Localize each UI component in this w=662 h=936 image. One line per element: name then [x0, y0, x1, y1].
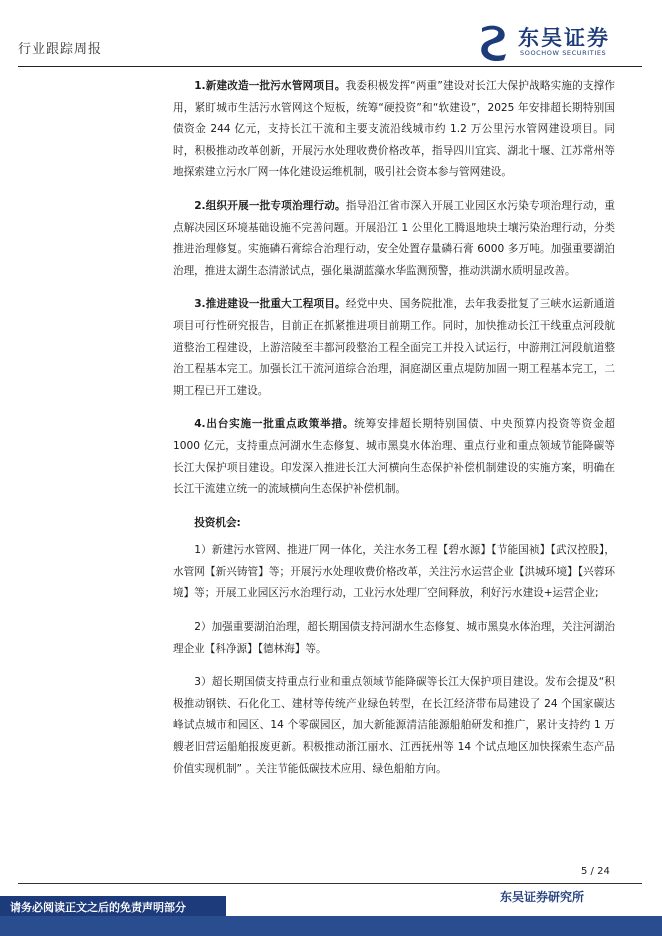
main-content: [173, 76, 615, 792]
section-title: 3.推进建设一批重大工程项目。: [194, 298, 346, 311]
investment-item: 1）新建污水管网、推进厂网一体化，关注水务工程【碧水源】【节能国祯】【武汉控股】，水管网【新兴铸管】等；开展污水处理收费价格改革，关注污水运营企业【洪城环境】【兴蓉环境】等；开展工业园区污水治理行动，工业污水处理厂空间释放，利好污水建设+运营企业;: [173, 544, 615, 600]
bottom-band: [0, 916, 662, 936]
section-body: 指导沿江省市深入开展工业园区水污染专项治理行动，重点解决园区环境基础设施不完善问题。开展沿江 1 公里化工腾退地块土壤污染治理行动，分类推进治理修复。实施磷石膏综合治理行动，安全处置存量磷石膏 6000 多万吨。加强重要湖泊治理，推进太湖生态清淤试点，强化巢湖蓝藻水华监测预警，推动洪湖水质明显改善。: [173, 199, 615, 277]
investment-item: 3）超长期国债支持重点行业和重点领域节能降碳等长江大保护项目建设。发布会提及“积极推动钢铁、石化化工、建材等传统产业绿色转型，在长江经济带布局建设了 24 个国家碳达峰试点城市和园区、14 个零碳园区，加大新能源清洁能源船舶研发和推广，累计支持约 1 万艘老旧营运船舶报废更新。积极推动浙江丽水、江西抚州等 14 个试点地区加快探索生态产品价值实现机制” 。关注节能低碳技术应用、绿色船舶方向。: [173, 676, 615, 775]
disclaimer-text: 请务必阅读正文之后的免责声明部分: [10, 901, 186, 914]
footer-divider: [18, 883, 642, 884]
section-2: [173, 196, 615, 282]
investment-item: 2）加强重要湖泊治理，超长期国债支持河湖水生态修复、城市黑臭水体治理，关注河湖治理企业【科净源】【德林海】等。: [173, 621, 615, 655]
section-body: 统筹安排超长期特别国债、中央预算内投资等资金超 1000 亿元，支持重点河湖水生态修复、城市黑臭水体治理、重点行业和重点领域节能降碳等长江大保护项目建设。印发深入推进长江大河横向生态保护补偿机制建设的实施方案，明确在长江干流建立统一的流域横向生态保护补偿机制。: [173, 418, 615, 496]
section-title: 1.新建改造一批污水管网项目。: [194, 80, 346, 92]
section-title: 4.出台实施一批重点政策举措。: [194, 418, 355, 431]
section-title: 2.组织开展一批专项治理行动。: [194, 199, 346, 212]
header-divider: [18, 66, 642, 67]
brand-logo: [474, 20, 644, 64]
report-type: 行业跟踪周报: [18, 42, 103, 57]
section-body: 经党中央、国务院批准，去年我委批复了三峡水运新通道项目可行性研究报告，目前正在抓紧推进项目前期工作。同时，加快推动长江干线重点河段航道整治工程建设，上游涪陵至丰都河段整治工程全面完工并投入试运行，中游荆江河段航道整治工程基本完工。加强长江干流河道综合治理，洞庭湖区重点堤防加固一期工程基本完工，二期工程已开工建设。: [173, 298, 615, 397]
brand-sub: SOOCHOW SECURITIES: [520, 49, 607, 57]
page-number: 5 / 24: [581, 866, 610, 877]
soochow-logo-icon: [474, 22, 514, 62]
section-body: 我委积极发挥“两重”建设对长江大保护战略实施的支撑作用，紧盯城市生活污水管网这个短板，统筹“硬投资”和“软建设”，2025 年安排超长期特别国债资金 244 亿元，支持长江干流和主要支流沿线城市约 1.2 万公里污水管网建设项目。同时，积极推动改革创新，开展污水处理收费价格改革，指导四川宜宾、湖北十堰、江苏常州等地探索建立污水厂网一体化建设运维机制，吸引社会资本参与管网建设。: [173, 80, 615, 179]
investment-heading: 投资机会:: [194, 516, 241, 529]
section-1: [173, 76, 615, 184]
institute-name: 东吴证券研究所: [500, 890, 585, 904]
section-3: [173, 294, 615, 402]
brand-name: 东吴证券: [518, 26, 610, 50]
section-4: [173, 414, 615, 500]
